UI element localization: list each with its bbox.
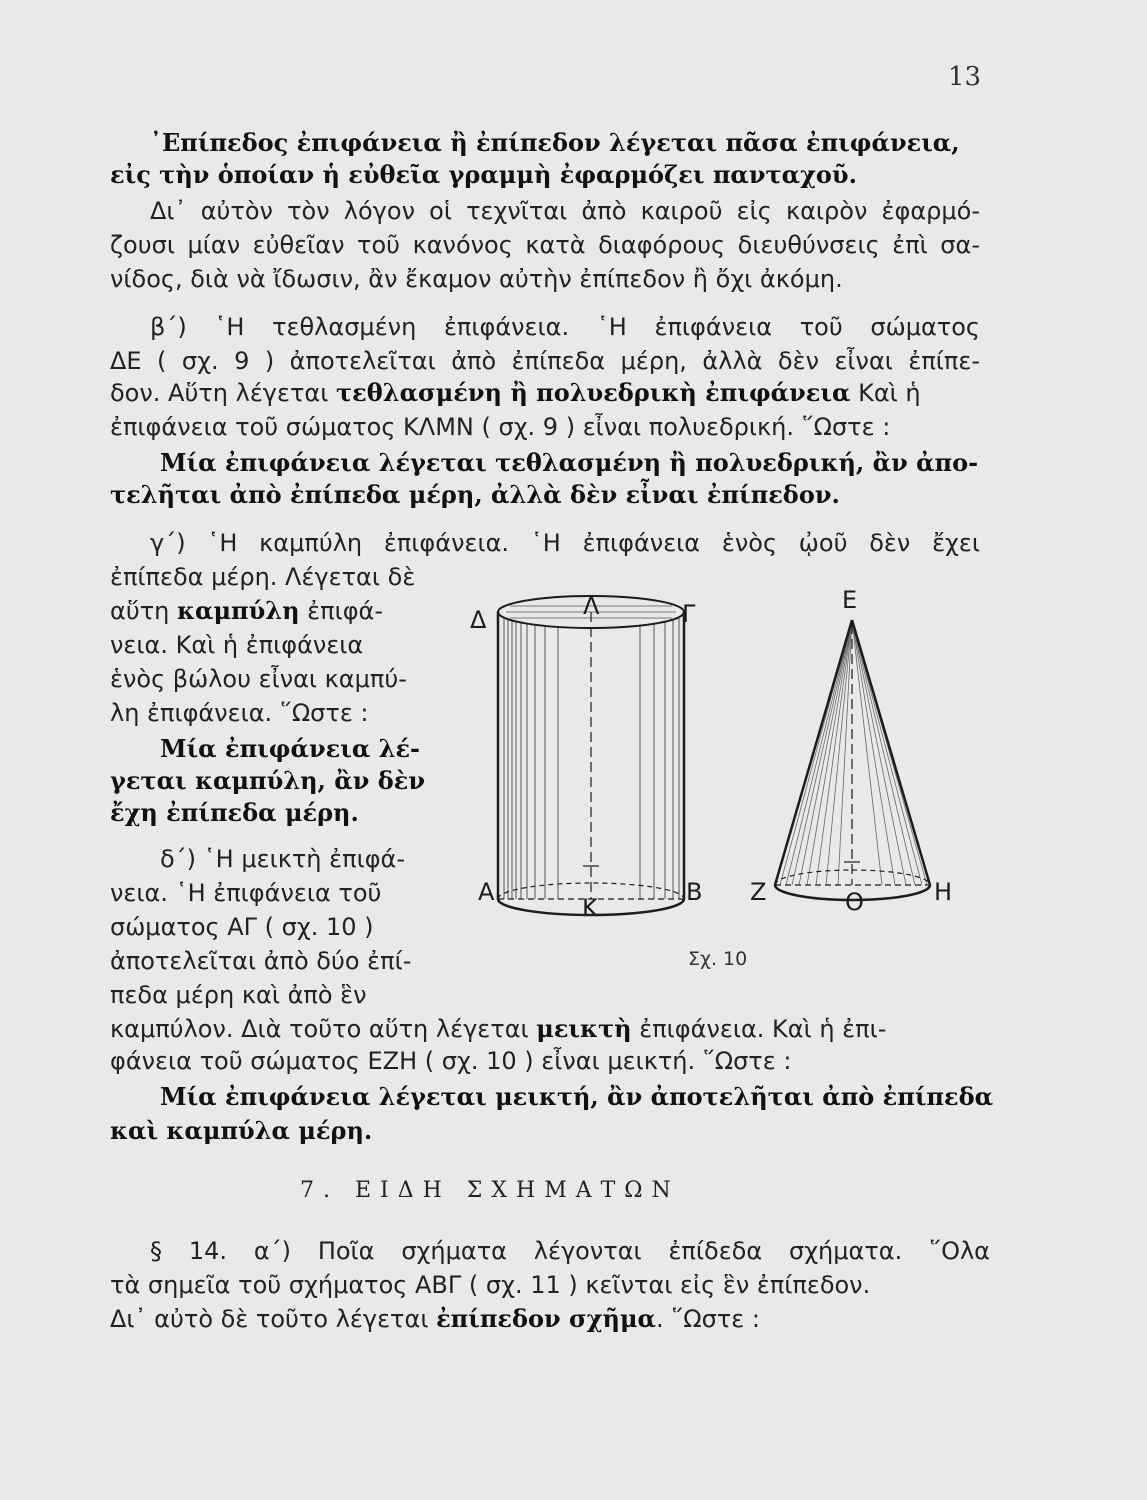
body-line: σώματος ΑΓ ( σχ. 10 ) — [110, 913, 374, 941]
emphasis-text: καμπύλη — [177, 596, 300, 625]
label-zeta: Ζ — [750, 878, 767, 906]
body-line: ΔΕ ( σχ. 9 ) ἀποτελεῖται ἀπὸ ἐπίπεδα μέρη, ἀλλὰ δὲν εἶναι ἐπίπε- — [110, 347, 980, 375]
label-kappa: Κ — [582, 894, 598, 922]
cylinder-shape — [498, 596, 684, 915]
body-line: γ΄) ῾Η καμπύλη ἐπιφάνεια. ῾Η ἐπιφάνεια ἑνὸς ᾠοῦ δὲν ἔχει — [150, 529, 980, 557]
body-line: δ΄) ῾Η μεικτὴ ἐπιφά- — [160, 845, 406, 873]
definition-line: ἔχη ἐπίπεδα μέρη. — [110, 798, 359, 827]
label-omicron: Ο — [845, 888, 864, 916]
body-text: δον. Αὕτη λέγεται — [110, 379, 336, 407]
body-line: νεια. Καὶ ἡ ἐπιφάνεια — [110, 631, 364, 659]
page-number: 13 — [948, 62, 982, 92]
body-text: ἐπιφάνεια. Καὶ ἡ ἐπι- — [631, 1015, 887, 1043]
section-heading: 7. ΕΙΔΗ ΣΧΗΜΑΤΩΝ — [300, 1178, 680, 1203]
body-line: φάνεια τοῦ σώματος ΕΖΗ ( σχ. 10 ) εἶναι μεικτή. ῞Ωστε : — [110, 1047, 792, 1075]
body-line: πεδα μέρη καὶ ἀπὸ ἓν — [110, 981, 367, 1009]
body-text: Καὶ ἡ — [850, 379, 921, 407]
body-line: νίδος, διὰ νὰ ἴδωσιν, ἂν ἔκαμον αὐτὴν ἐπίπεδον ἢ ὄχι ἀκόμη. — [110, 265, 843, 293]
body-text: Δι᾿ αὐτὸ δὲ τοῦτο λέγεται — [110, 1305, 437, 1333]
emphasis-text: ἐπίπεδον σχῆμα — [436, 1304, 656, 1333]
body-line — [110, 596, 383, 626]
body-line: ἐπίπεδα μέρη. Λέγεται δὲ — [110, 563, 416, 591]
body-line — [110, 1304, 760, 1334]
emphasis-text: τεθλασμένη ἢ πολυεδρικὴ ἐπιφάνεια — [336, 378, 851, 407]
definition-line: εἰς τὴν ὁποίαν ἡ εὐθεῖα γραμμὴ ἐφαρμόζει πανταχοῦ. — [110, 160, 857, 189]
body-line: ἑνὸς βώλου εἶναι καμπύ- — [110, 665, 407, 693]
label-delta: Δ — [470, 606, 487, 634]
body-text: . ῞Ωστε : — [656, 1305, 760, 1333]
label-alpha: Α — [478, 878, 495, 906]
body-line: λη ἐπιφάνεια. ῞Ωστε : — [110, 699, 369, 727]
body-line: τὰ σημεῖα τοῦ σχήματος ΑΒΓ ( σχ. 11 ) κεῖνται εἰς ἓν ἐπίπεδον. — [110, 1271, 871, 1299]
body-line: ἀποτελεῖται ἀπὸ δύο ἐπί- — [110, 947, 412, 975]
body-line: Δι᾿ αὐτὸν τὸν λόγον οἱ τεχνῖται ἀπὸ καιροῦ εἰς καιρὸν ἐφαρμό- — [150, 197, 980, 225]
definition-line: γεται καμπύλη, ἂν δὲν — [110, 766, 425, 795]
definition-line: τελῆται ἀπὸ ἐπίπεδα μέρη, ἀλλὰ δὲν εἶναι ἐπίπεδον. — [110, 480, 840, 509]
definition-line: Μία ἐπιφάνεια λέ- — [160, 734, 421, 763]
definition-line: Μία ἐπιφάνεια λέγεται μεικτή, ἂν ἀποτελῆται ἀπὸ ἐπίπεδα — [160, 1082, 994, 1111]
label-beta: Β — [686, 878, 703, 906]
body-line: ἐπιφάνεια τοῦ σώματος ΚΛΜΝ ( σχ. 9 ) εἶναι πολυεδρική. ῞Ωστε : — [110, 413, 891, 441]
body-line — [110, 1014, 886, 1044]
label-epsilon: Ε — [842, 586, 858, 614]
definition-line: ᾿Επίπεδος ἐπιφάνεια ἢ ἐπίπεδον λέγεται πᾶσα ἐπιφάνεια, — [150, 128, 960, 157]
body-line: ζουσι μίαν εὐθεῖαν τοῦ κανόνος κατὰ διαφόρους διευθύνσεις ἐπὶ σα- — [110, 231, 980, 259]
cone-shape — [775, 620, 930, 900]
label-gamma: Γ — [682, 600, 696, 628]
body-line: νεια. ῾Η ἐπιφάνεια τοῦ — [110, 879, 382, 907]
body-text: αὕτη — [110, 597, 177, 625]
definition-line: Μία ἐπιφάνεια λέγεται τεθλασμένη ἢ πολυεδρική, ἂν ἀπο- — [160, 448, 979, 477]
body-line — [110, 378, 921, 408]
emphasis-text: μεικτὴ — [536, 1014, 632, 1043]
figure-caption: Σχ. 10 — [688, 948, 748, 970]
body-line: § 14. α΄) Ποῖα σχήματα λέγονται ἐπίδεδα σχήματα. ῞Ολα — [150, 1237, 990, 1265]
body-text: ἐπιφά- — [299, 597, 384, 625]
figure-10 — [440, 582, 1000, 942]
body-text: καμπύλον. Διὰ τοῦτο αὕτη λέγεται — [110, 1015, 537, 1043]
label-eta: Η — [934, 878, 953, 906]
definition-line: καὶ καμπύλα μέρη. — [110, 1116, 373, 1145]
label-lambda: Λ — [583, 592, 600, 620]
body-line: β΄) ῾Η τεθλασμένη ἐπιφάνεια. ῾Η ἐπιφάνεια τοῦ σώματος — [150, 313, 980, 341]
